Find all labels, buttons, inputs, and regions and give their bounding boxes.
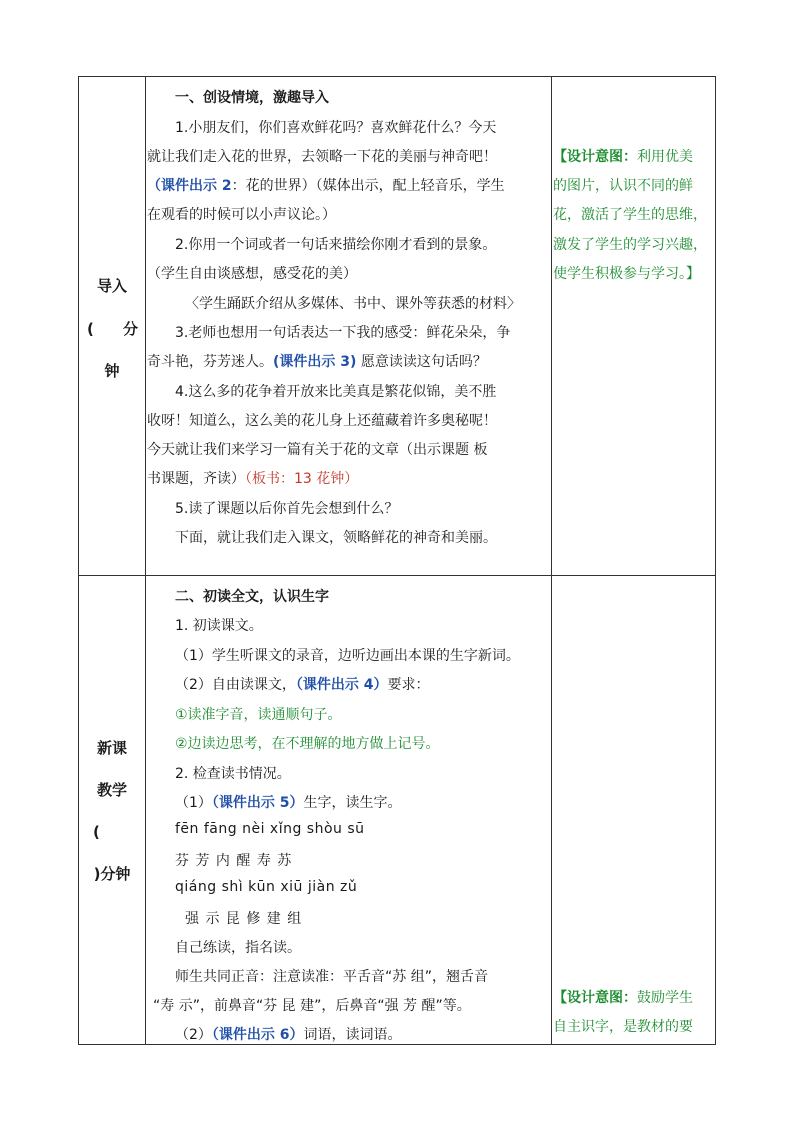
paragraph: 奇斗艳，芬芳迷人。(课件出示 3) 愿意读读这句话吗？ xyxy=(147,354,487,370)
paragraph: 1. 初读课文。 xyxy=(175,618,263,634)
paragraph: ②边读边思考，在不理解的地方做上记号。 xyxy=(175,736,440,752)
lesson-plan-table: 导入 ( 分 钟 一、创设情境，激趣导入 1.小朋友们，你们喜欢鲜花吗？喜欢鲜花什么？今天 就让我们走入花的世界，去领略一下花的美丽与神奇吧！ （课件出示 2：花的世界）（媒体出示，配上轻音乐，学生 在观看的时候可以小声议论。） 2.你用一个词或者一句话来描绘你刚才看到的景象。 （学生自由谈感想，感受花的美） 〈学生踊跃介绍从多媒体、书中、课外等获悉的材料〉 3.老师也想用一句话表达一下我的感受：鲜花朵朵，争 奇斗艳，芬芳迷人。(课件出示 3) 愿意读读这句话吗？ 4.这么多的花争着开放来比美真是繁花似锦，美不胜 收呀！知道么，这么美的花儿身上还蕴藏着许多奥秘呢！ 今天就让我们来学习一篇有关于花的文章（出示课题 板 书课题，齐读）（板书：13 花钟） 5.读了课题以后你首先会想到什么？ 下面，就让我们走入课文，领略鲜花的神奇和美丽。 【设计意图：利用优美 的图片，认识不同的鲜 花，激活了学生的思维， 激发了学生的学习兴趣， 使学生积极参与学习。】 新课 教学 ( )分钟 二、初读全文，认识生字 1. 初读课文。 （1）学生听课文的录音，边听边画出本课的生字新词。 （2）自由读课文，（课件出示 4）要求： ①读准字音，读通顺句子。 ②边读边思考，在不理解的地方做上记号。 2. 检查读书情况。 （1）（课件出示 5）生字，读生字。 fēn fāng nèi xǐng shòu sū 芬 芳 内 醒 寿 苏 qiáng shì kūn xiū jiàn zǔ 强 示 昆 修 建 组 自己练读，指名读。 师生共同正音：注意读准：平舌音“苏 组”，翘舌音 “寿 示”，前鼻音“芬 昆 建”，后鼻音“强 芳 醒”等。 （2）（课件出示 6）词语，读词语。 【设计意图：鼓励学生 自主识字，是教材的要 xyxy=(78,76,716,1045)
paragraph: （1）（课件出示 5）生字，读生字。 xyxy=(175,795,402,811)
paragraph: “寿 示”，前鼻音“芬 昆 建”，后鼻音“强 芳 醒”等。 xyxy=(153,998,471,1014)
courseware-tag: （课件出示 6） xyxy=(211,1027,304,1043)
paragraph: 师生共同正音：注意读准：平舌音“苏 组”，翘舌音 xyxy=(175,969,488,985)
courseware-tag: （课件出示 2 xyxy=(147,178,232,194)
paragraph: 书课题，齐读）（板书：13 花钟） xyxy=(147,471,359,487)
paragraph: 下面，就让我们走入课文，领略鲜花的神奇和美丽。 xyxy=(175,530,497,546)
paragraph: 收呀！知道么，这么美的花儿身上还蕴藏着许多奥秘呢！ xyxy=(147,413,497,429)
paragraph: （1）学生听课文的录音，边听边画出本课的生字新词。 xyxy=(175,648,520,664)
column-divider xyxy=(145,77,146,1044)
paragraph: 2.你用一个词或者一句话来描绘你刚才看到的景象。 xyxy=(175,237,497,253)
characters-row: 芬 芳 内 醒 寿 苏 xyxy=(175,853,293,869)
section-heading: 一、创设情境，激趣导入 xyxy=(175,90,329,106)
section-heading: 二、初读全文，认识生字 xyxy=(175,589,329,605)
section-label-new-lesson: 新课 xyxy=(96,739,127,757)
row-divider xyxy=(79,575,715,576)
paragraph: 3.老师也想用一句话表达一下我的感受：鲜花朵朵，争 xyxy=(175,325,511,341)
courseware-tag: (课件出示 3) xyxy=(273,354,357,370)
column-divider xyxy=(551,77,552,1044)
section-label-intro-unit: 钟 xyxy=(104,362,120,380)
paragraph: （学生自由谈感想，感受花的美） xyxy=(147,266,357,282)
blackboard-note: （板书：13 花钟） xyxy=(245,471,359,487)
paragraph: ①读准字音，读通顺句子。 xyxy=(175,707,342,723)
courseware-tag: （课件出示 5） xyxy=(211,795,304,811)
section-label-teaching: 教学 xyxy=(96,781,127,799)
paragraph: 4.这么多的花争着开放来比美真是繁花似锦，美不胜 xyxy=(175,384,497,400)
paragraph: （课件出示 2：花的世界）（媒体出示，配上轻音乐，学生 xyxy=(147,178,505,194)
paragraph: 〈学生踊跃介绍从多媒体、书中、课外等获悉的材料〉 xyxy=(185,296,521,312)
section-label-paren: ( xyxy=(93,823,100,841)
paragraph: （2）（课件出示 6）词语，读词语。 xyxy=(175,1027,402,1043)
section-label-intro: 导入 xyxy=(96,277,127,295)
paragraph: （2）自由读课文，（课件出示 4）要求： xyxy=(175,677,430,693)
characters-row: 强 示 昆 修 建 组 xyxy=(185,911,303,927)
paragraph: 5.读了课题以后你首先会想到什么？ xyxy=(175,501,399,517)
paragraph: 在观看的时候可以小声议论。） xyxy=(147,207,336,223)
paragraph: 2. 检查读书情况。 xyxy=(175,766,291,782)
paragraph: 自己练读，指名读。 xyxy=(175,940,301,956)
courseware-tag: （课件出示 4） xyxy=(295,677,388,693)
paragraph: 今天就让我们来学习一篇有关于花的文章（出示课题 板 xyxy=(147,442,488,458)
paragraph: 就让我们走入花的世界，去领略一下花的美丽与神奇吧！ xyxy=(147,149,497,165)
paragraph: 1.小朋友们，你们喜欢鲜花吗？喜欢鲜花什么？今天 xyxy=(175,120,497,136)
pinyin-row: qiáng shì kūn xiū jiàn zǔ xyxy=(175,879,358,895)
pinyin-row: fēn fāng nèi xǐng shòu sū xyxy=(175,821,365,837)
section-label-minutes: )分钟 xyxy=(93,865,131,883)
